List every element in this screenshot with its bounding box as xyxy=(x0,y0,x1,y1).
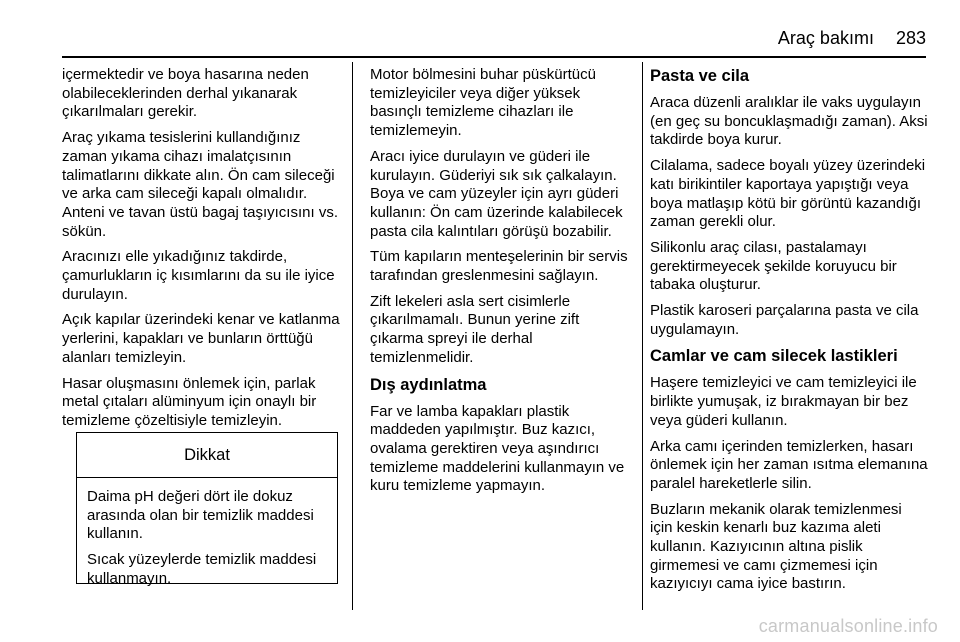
paragraph: Far ve lamba kapakları plastik maddeden yapılmıştır. Buz kazıcı, ovalama gerektiren veya aşındırıcı temizleme maddelerini kullanmayın ve kuru temizleme yapmayın. xyxy=(370,402,625,495)
caution-title: Dikkat xyxy=(77,433,337,478)
section-heading-polish: Pasta ve cila xyxy=(650,67,750,85)
paragraph: Tüm kapıların menteşelerinin bir servis tarafından greslenmesini sağlayın. xyxy=(370,248,628,285)
watermark: carmanualsonline.info xyxy=(758,616,938,636)
paragraph: Silikonlu araç cilası, pastalamayı gerektirmeyecek şekilde koruyucu bir tabaka oluşturur. xyxy=(650,238,897,294)
header-rule xyxy=(62,56,926,58)
column-1 xyxy=(62,66,344,438)
paragraph: Aracı iyice durulayın ve güderi ile kurulayın. Güderiyi sık sık çalkalayın. Boya ve cam yüzeyler için ayrı güderi kullanın: Ön cam üzerinde kalabilecek pasta cila kalıntıları görüşü bozabilir. xyxy=(370,147,623,240)
paragraph: içermektedir ve boya hasarına neden olabileceklerinden derhal yıkanarak çıkarılmaları gerekir. xyxy=(62,66,309,121)
paragraph: Plastik karoseri parçalarına pasta ve cila uygulamayın. xyxy=(650,302,919,338)
caution-box xyxy=(76,432,338,587)
column-divider-1 xyxy=(352,62,353,610)
paragraph: Zift lekeleri asla sert cisimlerle çıkarılmamalı. Bunun yerine zift çıkarma spreyi ile derhal temizlenmelidir. xyxy=(370,292,580,366)
paragraph: Haşere temizleyici ve cam temizleyici ile birlikte yumuşak, iz bırakmayan bir bez veya güderi kullanın. xyxy=(650,374,917,429)
section-heading-windows-wipers: Camlar ve cam silecek lastikleri xyxy=(650,347,898,366)
column-3 xyxy=(650,66,928,601)
page-number: 283 xyxy=(895,28,926,48)
paragraph: Buzların mekanik olarak temizlenmesi için keskin kenarlı buz kazıma aleti kullanın. Kazıyıcının altına pislik girmemesi ve camı çizmemesi için kazıyıcıyı cama iyice bastırın. xyxy=(650,500,902,593)
column-divider-2 xyxy=(642,62,643,610)
paragraph: Araç yıkama tesislerini kullandığınız zaman yıkama cihazı imalatçısının talimatlarını dikkate alın. Ön cam sileceği ve arka cam sileceği kapalı olmalıdır. Anteni ve tavan üstü bagaj taşıyıcısını vs. sökün. xyxy=(62,129,338,240)
caution-body xyxy=(77,478,337,589)
caution-paragraph: Daima pH değeri dört ile dokuz arasında olan bir temizlik maddesi kullanın. xyxy=(87,488,314,543)
page-header xyxy=(0,28,926,52)
paragraph: Araca düzenli aralıklar ile vaks uygulayın (en geç su boncuklaşmadığı zaman). Aksi takdirde boya kurur. xyxy=(650,94,928,149)
paragraph: Motor bölmesini buhar püskürtücü temizleyiciler veya diğer yüksek basınçlı temizleme cihazları ile temizlemeyin. xyxy=(370,66,596,140)
paragraph: Arka camı içerinden temizlerken, hasarı önlemek için her zaman ısıtma elemanına paralel hareketlerle silin. xyxy=(650,437,928,492)
chapter-title: Araç bakımı xyxy=(777,28,874,48)
paragraph: Aracınızı elle yıkadığınız takdirde, çamurlukların iç kısımlarını da su ile iyice durulayın. xyxy=(62,248,335,303)
column-2 xyxy=(370,66,632,503)
paragraph: Cilalama, sadece boyalı yüzey üzerindeki katı birikintiler kaportaya yapıştığı veya boya matlaşıp kötü bir görüntü kazandığı zaman gerekli olur. xyxy=(650,157,926,231)
section-heading-exterior-lighting: Dış aydınlatma xyxy=(370,375,487,394)
paragraph: Hasar oluşmasını önlemek için, parlak metal çıtaları alüminyum için onaylı bir temizleme çözeltisiyle temizleyin. xyxy=(62,374,317,429)
paragraph: Açık kapılar üzerindeki kenar ve katlanma yerlerini, kapakları ve bunların örttüğü alanları temizleyin. xyxy=(62,311,340,366)
caution-paragraph: Sıcak yüzeylerde temizlik maddesi kullanmayın. xyxy=(87,551,317,587)
